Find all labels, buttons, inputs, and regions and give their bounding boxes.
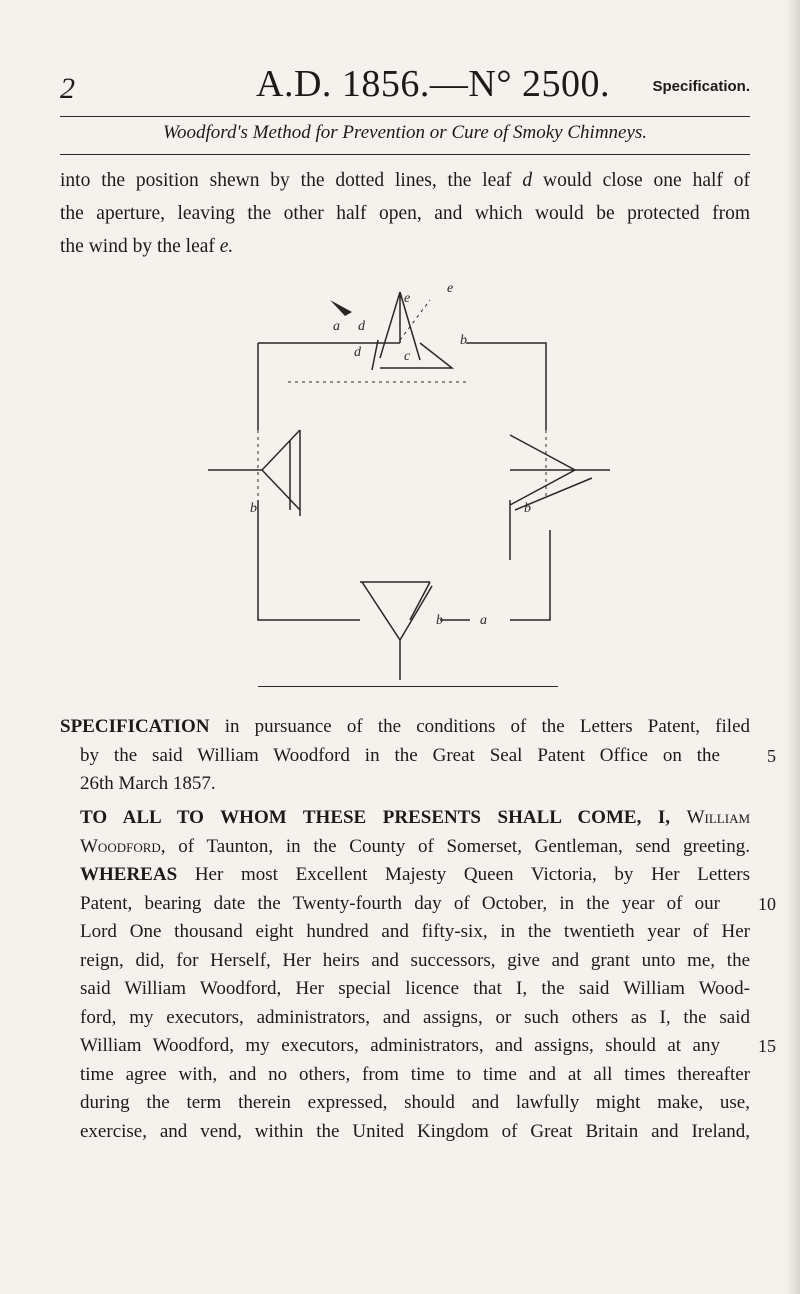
para2-line-10: time agree with, and no others, from time to time and at all times thereafter (80, 1063, 750, 1085)
label-bottom-a: a (480, 613, 487, 628)
label-top-e: e (404, 291, 411, 306)
para2-line-7: said William Woodford, Her special licence that I, the said William Wood- (80, 978, 750, 999)
label-mid-c: c (404, 349, 411, 364)
para2-line-8: ford, my executors, administrators, and assigns, or such others as I, the said (80, 1006, 750, 1028)
label-top-e2: e (447, 281, 454, 296)
para1-line-3: 26th March 1857. (80, 773, 216, 794)
label-left-b: b (250, 501, 257, 516)
bottom-louvre (360, 582, 470, 680)
right-louvre (510, 435, 610, 510)
figure-divider (258, 686, 558, 687)
para1-line-1: SPECIFICATION in pursuance of the conditions of the Letters Patent, filed (60, 716, 751, 737)
top-apex-lines (380, 292, 452, 368)
label-top-b: b (460, 333, 467, 348)
margin-line-number-10: 10 (758, 893, 776, 914)
margin-line-number-5: 5 (767, 745, 776, 766)
intro-line-2: the aperture, leaving the other half open, and which would be protected from (60, 203, 750, 224)
intro-line-3: the wind by the leaf e. (60, 236, 234, 257)
intro-line-1: into the position shewn by the dotted lines, the leaf d would close one half of (60, 170, 750, 191)
frame-top-lines (258, 343, 546, 430)
margin-line-number-15: 15 (758, 1036, 776, 1056)
label-mid-d: d (354, 345, 361, 360)
para2-line-6: reign, did, for Herself, Her heirs and successors, give and grant unto me, the (80, 949, 750, 971)
wind-arrow-icon (330, 300, 352, 316)
label-top-a: a (333, 319, 340, 334)
document-title: A.D. 1856.—N° 2500. (256, 63, 611, 105)
para2-line-1: TO ALL TO WHOM THESE PRESENTS SHALL COME, I, William (80, 807, 751, 828)
para2-line-3: WHEREAS Her most Excellent Majesty Queen Victoria, by Her Letters (80, 864, 750, 885)
para2-line-2: Woodford, of Taunton, in the County of Somerset, Gentleman, send greeting. (80, 835, 750, 857)
para2-line-4: Patent, bearing date the Twenty-fourth day of October, in the year of our 10 (60, 890, 750, 919)
top-leaf-d (372, 340, 378, 370)
frame-bottom-lines (258, 500, 550, 620)
para2-line-9: William Woodford, my executors, administrators, and assigns, should at any 15 (60, 1032, 750, 1061)
specification-heading-paragraph (60, 713, 776, 799)
label-right-b: b (524, 501, 531, 516)
label-top-d: d (358, 319, 365, 334)
para2-line-12: exercise, and vend, within the United Kingdom of Great Britain and Ireland, (80, 1120, 750, 1142)
grant-paragraph (60, 804, 776, 1146)
label-bottom-b: b (436, 613, 443, 628)
running-subtitle: Woodford's Method for Prevention or Cure of Smoky Chimneys. (162, 122, 648, 143)
page-number: 2 (60, 72, 75, 105)
section-label: Specification. (652, 78, 750, 95)
para1-line-2: by the said William Woodford in the Great Seal Patent Office on the 5 (60, 742, 750, 771)
para2-line-11: during the term therein expressed, should and lawfully might make, use, (80, 1092, 750, 1113)
para2-line-5: Lord One thousand eight hundred and fifty-six, in the twentieth year of Her (80, 921, 750, 942)
